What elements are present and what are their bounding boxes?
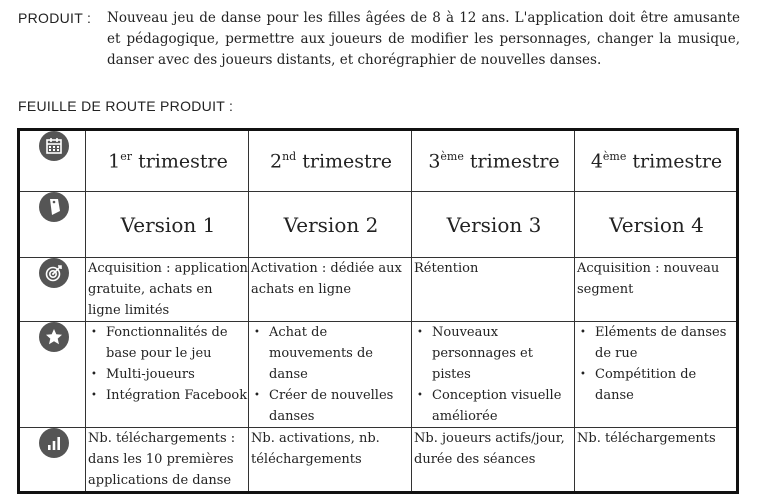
goals-row	[19, 258, 738, 322]
version-2: Version 2	[249, 192, 412, 258]
version-3: Version 3	[412, 192, 575, 258]
goal-3: Rétention	[412, 258, 575, 322]
version-4: Version 4	[575, 192, 738, 258]
metrics-row	[19, 428, 738, 493]
metric-4: Nb. téléchargements	[575, 428, 738, 493]
features-row	[19, 322, 738, 428]
features-4	[575, 322, 738, 428]
roadmap-table	[17, 128, 739, 494]
features-2	[249, 322, 412, 428]
goal-1: Acquisition : application gratuite, achats en ligne limités	[86, 258, 249, 322]
feature-item: • Intégration Facebook	[88, 385, 248, 406]
quarter-3: 3ème trimestre	[412, 130, 575, 192]
feature-item: • Nouveaux personnages et pistes	[414, 322, 574, 385]
features-3	[412, 322, 575, 428]
quarter-1: 1er trimestre	[86, 130, 249, 192]
target-icon	[39, 258, 69, 288]
feature-item: • Compétition de danse	[577, 364, 736, 406]
product-label: PRODUIT :	[18, 10, 92, 26]
goal-2: Activation : dédiée aux achats en ligne	[249, 258, 412, 322]
goal-4: Acquisition : nouveau segment	[575, 258, 738, 322]
product-text: Nouveau jeu de danse pour les filles âgées de 8 à 12 ans. L'application doit être amusante et pédagogique, permettre aux joueurs de modifier les personnages, changer la musique, danser avec des joueurs distants, et chorégraphier de nouvelles danses.	[107, 10, 740, 68]
feature-item: • Multi-joueurs	[88, 364, 248, 385]
roadmap-title: FEUILLE DE ROUTE PRODUIT :	[18, 98, 234, 114]
feature-item: • Conception visuelle améliorée	[414, 385, 574, 427]
tag-icon	[39, 192, 69, 222]
feature-item: • Créer de nouvelles danses	[251, 385, 411, 427]
quarter-2: 2nd trimestre	[249, 130, 412, 192]
version-1: Version 1	[86, 192, 249, 258]
calendar-icon	[39, 131, 69, 161]
quarters-row	[19, 130, 738, 192]
star-icon	[39, 322, 69, 352]
feature-item: • Eléments de danses de rue	[577, 322, 736, 364]
versions-row	[19, 192, 738, 258]
metric-1: Nb. téléchargements : dans les 10 premières applications de danse	[86, 428, 249, 493]
feature-item: • Fonctionnalités de base pour le jeu	[88, 322, 248, 364]
quarter-4: 4ème trimestre	[575, 130, 738, 192]
features-1	[86, 322, 249, 428]
metric-2: Nb. activations, nb. téléchargements	[249, 428, 412, 493]
bar-chart-icon	[39, 428, 69, 458]
feature-item: • Achat de mouvements de danse	[251, 322, 411, 385]
metric-3: Nb. joueurs actifs/jour, durée des séances	[412, 428, 575, 493]
